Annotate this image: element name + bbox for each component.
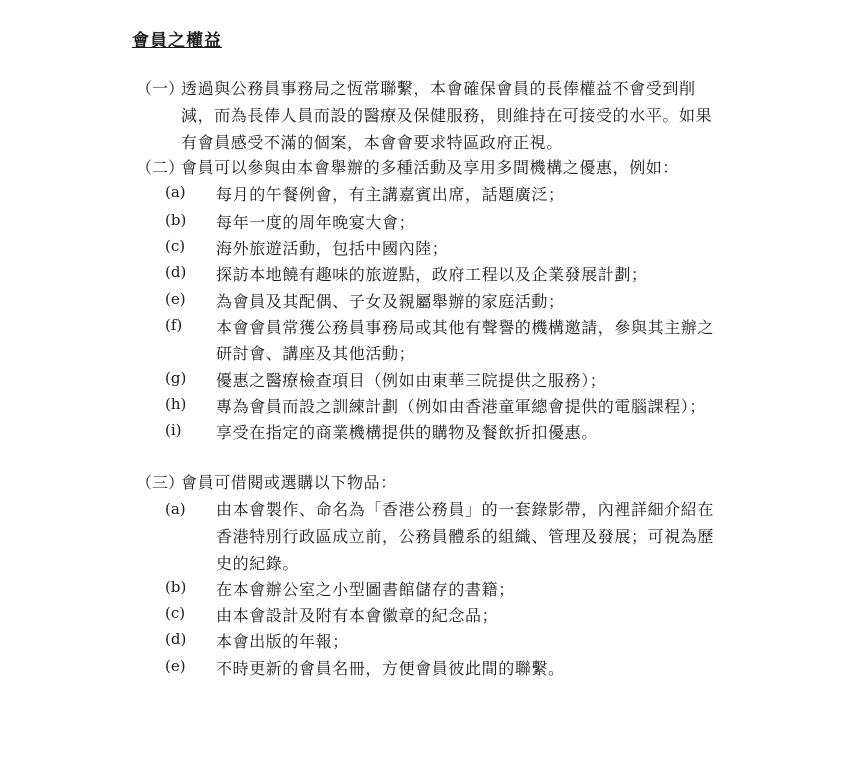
section-2-marker: （二） (136, 158, 185, 177)
list-item-marker: (a) (165, 183, 186, 201)
list-item-marker: (d) (165, 630, 187, 648)
list-item-marker: (c) (165, 237, 186, 255)
list-item-marker: (i) (165, 421, 182, 439)
list-item: 專為會員而設之訓練計劃（例如由香港童軍總會提供的電腦課程）； (216, 397, 707, 416)
section-1-line: 減，而為長俸人員而設的醫療及保健服務，則維持在可接受的水平。如果 (181, 106, 713, 125)
page-title: 會員之權益 (132, 31, 222, 51)
list-item-marker: (e) (165, 657, 186, 675)
section-3-intro: 會員可借閱或選購以下物品： (181, 473, 397, 492)
list-item: 由本會製作、命名為「香港公務員」的一套錄影帶，內裡詳細介紹在 (216, 500, 715, 519)
list-item: 本會會員常獲公務員事務局或其他有聲譽的機構邀請，參與其主辦之 (216, 318, 715, 337)
list-item: 優惠之醫療檢查項目（例如由東華三院提供之服務）； (216, 371, 607, 390)
list-item: 探訪本地饒有趣味的旅遊點，政府工程以及企業發展計劃； (216, 265, 648, 284)
list-item: 海外旅遊活動，包括中國內陸； (216, 239, 449, 258)
section-1-line: 有會員感受不滿的個案，本會會要求特區政府正視。 (181, 133, 563, 152)
list-item: 為會員及其配偶、子女及親屬舉辦的家庭活動； (216, 292, 565, 311)
list-item-marker: (b) (165, 211, 187, 229)
section-3-marker: （三） (136, 473, 185, 492)
list-item-continuation: 香港特別行政區成立前，公務員體系的組織、管理及發展；可視為歷 (216, 527, 715, 546)
list-item-marker: (b) (165, 578, 187, 596)
list-item-continuation: 史的紀錄。 (216, 554, 300, 573)
section-1-marker: （一） (136, 79, 185, 98)
list-item: 每月的午餐例會，有主講嘉賓出席，話題廣泛； (216, 185, 565, 204)
list-item: 享受在指定的商業機構提供的購物及餐飲折扣優惠。 (216, 423, 598, 442)
list-item: 本會出版的年報； (216, 632, 349, 651)
list-item: 在本會辦公室之小型圖書館儲存的書籍； (216, 580, 515, 599)
list-item-marker: (a) (165, 500, 186, 518)
list-item-marker: (f) (165, 316, 183, 334)
list-item-marker: (c) (165, 604, 186, 622)
list-item: 由本會設計及附有本會徽章的紀念品； (216, 606, 499, 625)
list-item-marker: (e) (165, 290, 186, 308)
list-item: 每年一度的周年晚宴大會； (216, 213, 416, 232)
list-item-marker: (d) (165, 263, 187, 281)
section-1-line: 透過與公務員事務局之恆常聯繫，本會確保會員的長俸權益不會受到削 (181, 79, 696, 98)
list-item: 不時更新的會員名冊，方便會員彼此間的聯繫。 (216, 659, 565, 678)
list-item-continuation: 研討會、講座及其他活動； (216, 344, 416, 363)
list-item-marker: (h) (165, 395, 187, 413)
list-item-marker: (g) (165, 369, 187, 387)
section-2-intro: 會員可以參與由本會舉辦的多種活動及享用多間機構之優惠，例如： (181, 158, 680, 177)
